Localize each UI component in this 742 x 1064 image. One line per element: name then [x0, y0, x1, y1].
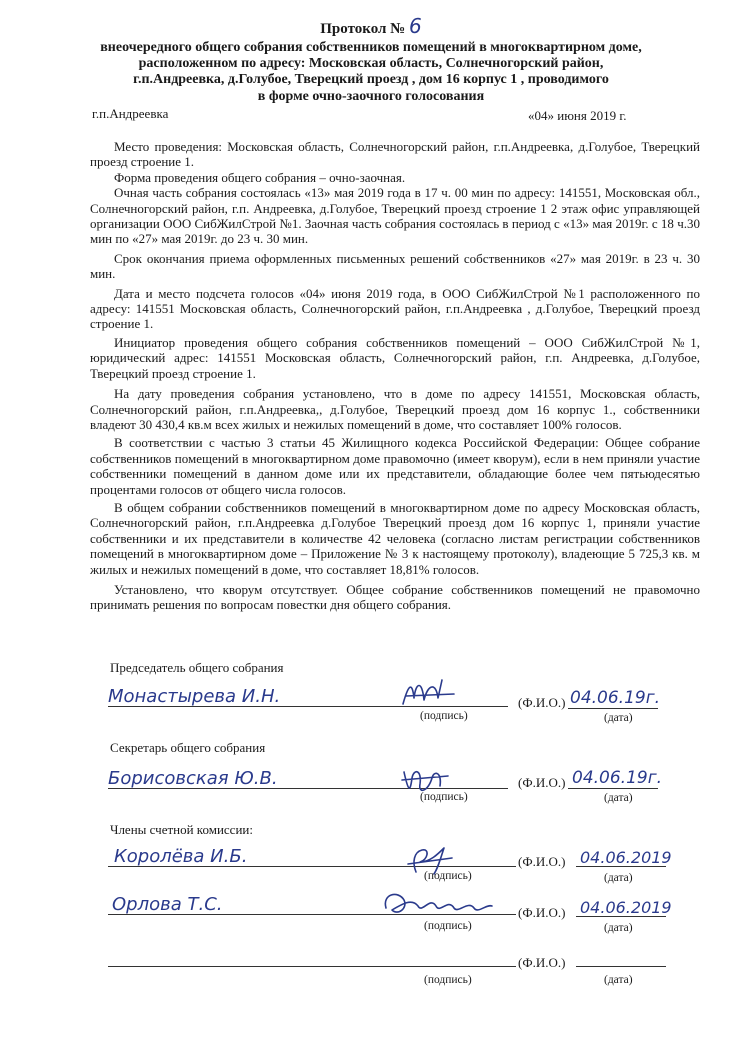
commission-member-1-date-caption: (дата) [604, 872, 633, 884]
commission-label: Члены счетной комиссии: [110, 822, 253, 837]
commission-member-1-signature-caption: (подпись) [424, 870, 472, 882]
paragraph-law: В соответствии с частью 3 статьи 45 Жилищного кодекса Российской Федерации: Общее собрание собственников помещений в многоквартирном доме правомочно (имеет кворум), если в нем приняли участие собственники помещений в данном доме или их представители, обладающие более чем пятьюдесятью процентами голосов от общего числа голосов. [90, 435, 700, 497]
chairman-fio-caption: (Ф.И.О.) [518, 695, 566, 710]
protocol-title [0, 14, 742, 38]
paragraph-initiator: Инициатор проведения общего собрания собственников помещений – ООО СибЖилСтрой №1, юридический адрес: 141551 Московская область, Солнечногорский район, г.п. Андреевка, д.Голубое, Тверецкий проезд строение 1. [90, 334, 700, 381]
commission-member-2-signature-caption: (подпись) [424, 920, 472, 932]
body-text [90, 139, 700, 613]
commission-member-2-date-caption: (дата) [604, 922, 633, 934]
commission-member-3-fio-caption: (Ф.И.О.) [518, 955, 566, 970]
chairman-label: Председатель общего собрания [110, 660, 284, 675]
chairman-date: 04.06.19г. [570, 688, 661, 708]
secretary-date-line [568, 788, 658, 789]
commission-member-3-date-caption: (дата) [604, 974, 633, 986]
secretary-date-caption: (дата) [604, 792, 633, 804]
paragraph-sessions: Очная часть собрания состоялась «13» мая 2019 года в 17 ч. 00 мин по адресу: 141551, Московская обл., Солнечногорский район, г.п. Андреевка, д.Голубое, Тверецкий проезд строение 1 2 этаж офис управляющей организации ООО СибЖилСтрой №1. Заочная часть собрания состоялась в период с «13» мая 2019г. с 18 ч.30 мин по «27» мая 2019г. до 23 ч. 30 мин. [90, 185, 700, 247]
secretary-label: Секретарь общего собрания [110, 740, 266, 755]
date-text: «04» июня 2019 г. [528, 108, 627, 123]
commission-member-2-fio-caption: (Ф.И.О.) [518, 905, 566, 920]
commission-member-3-signature-caption: (подпись) [424, 974, 472, 986]
commission-member-1-name: Королёва И.Б. [114, 846, 248, 867]
place-text: г.п.Андреевка [92, 106, 169, 121]
secretary-name: Борисовская Ю.В. [108, 768, 278, 789]
paragraph-deadline: Срок окончания приема оформленных письменных решений собственников «27» мая 2019г. в 23 ч. 30 мин. [90, 250, 700, 282]
commission-member-3-date-line [576, 966, 666, 967]
commission-member-1-date-line [576, 866, 666, 867]
chairman-date-line [568, 708, 658, 709]
paragraph-ownership: На дату проведения собрания установлено, что в доме по адресу 141551, Московская область, Солнечногорский район, г.п.Андреевка,, д.Голубое, Тверецкий проезд дом 16 корпус 1., собственники владеют 30 430,4 кв.м всех жилых и нежилых помещений в доме, что составляет 100% голосов. [90, 386, 700, 432]
paragraph-participants: В общем собрании собственников помещений в многоквартирном доме по адресу Московская область, Солнечногорский район, г.п.Андреевка д.Голубое Тверецкий проезд дом 16 корпус 1, приняли участие собственники и их представители в количестве 42 человека (согласно листам регистрации собственников помещений в многоквартирном доме – Приложение № 3 к настоящему протоколу), владеющие 5 725,3 кв. м жилых и нежилых помещений в доме, что составляет 18,81% голосов. [90, 499, 700, 577]
paragraph-form: Форма проведения общего собрания – очно-заочная. [114, 169, 406, 185]
title-line-3: г.п.Андреевка, д.Голубое, Тверецкий проезд , дом 16 корпус 1 , проводимого [133, 72, 609, 87]
protocol-label: Протокол № [320, 21, 406, 37]
commission-member-2-date-line [576, 916, 666, 917]
title-line-2: расположенном по адресу: Московская область, Солнечногорский район, [138, 56, 604, 71]
commission-member-2-name: Орлова Т.С. [112, 894, 223, 915]
chairman-name: Монастырева И.Н. [108, 686, 281, 707]
title-line-1: внеочередного общего собрания собственников помещений в многоквартирном доме, [100, 40, 642, 55]
chairman-signature-caption: (подпись) [420, 710, 468, 722]
protocol-number: 6 [408, 14, 422, 38]
title-line-4: в форме очно-заочного голосования [257, 89, 485, 104]
secretary-date: 04.06.19г. [572, 768, 663, 788]
paragraph-venue: Место проведения: Московская область, Солнечногорский район, г.п.Андреевка, д.Голубое, Тверецкий проезд строение 1. [90, 139, 700, 170]
commission-member-3-line [108, 966, 516, 967]
paragraph-quorum: Установлено, что кворум отсутствует. Общее собрание собственников помещений не правомочно принимать решения по вопросам повестки дня общего собрания. [90, 581, 700, 613]
commission-member-2-date: 04.06.2019 [580, 898, 672, 917]
commission-member-1-date: 04.06.2019 [580, 848, 672, 867]
secretary-fio-caption: (Ф.И.О.) [518, 775, 566, 790]
chairman-signature [398, 676, 458, 712]
chairman-date-caption: (дата) [604, 712, 633, 724]
paragraph-count: Дата и место подсчета голосов «04» июня 2019 года, в ООО СибЖилСтрой №1 расположенного по адресу: 141551 Московская область, Солнечногорский район, г.п.Андреевка , д.Голубое, Тверецкий проезд строение 1. [90, 285, 700, 332]
secretary-signature-caption: (подпись) [420, 791, 468, 803]
commission-member-1-fio-caption: (Ф.И.О.) [518, 854, 566, 869]
